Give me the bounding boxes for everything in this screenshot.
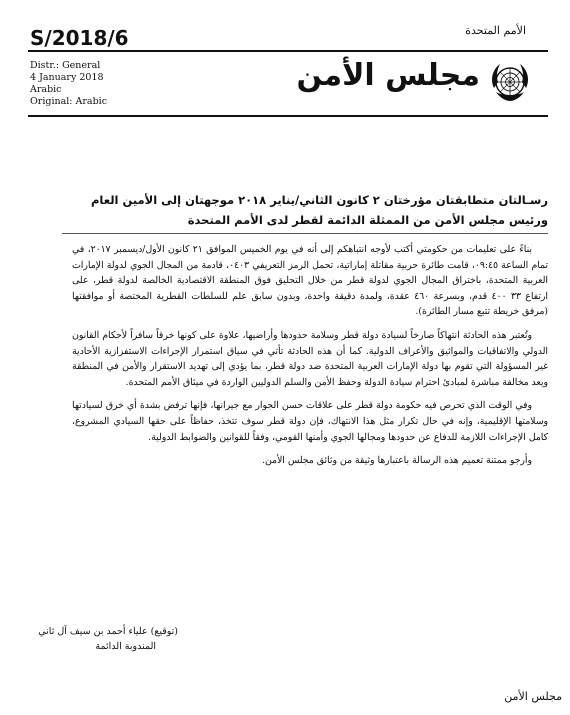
paragraph-1: بناءً على تعليمات من حكومتي أكتب لأوجه انتباهكم إلى أنه في يوم الخميس الموافق ٢١ كانون الأول/ديسمبر ٢٠١٧، في تمام الساعة ٠٩:٤٥، قامت طائرة حربية مقاتلة إماراتية، تحمل الرمز التعريفي ٠٤٠٣، قادمة من المجال الجوي لدولة الإمارات العربية المتحدة، باختراق المجال الجوي لدولة قطر من خلال التحليق فوق المنطقة الاقتصادية الخالصة لدولة قطر، على ارتفاع ٣٣ ٤٠٠ قدم، وبسرعة ٤٦٠ عقدة، ولمدة دقيقة واحدة، وبدون سابق علم للسلطات القطرية المختصة أو موافقتها (مرفق خريطة تتبع مسار الطائرة). — [72, 244, 549, 318]
document-page — [28, 12, 548, 682]
heading-line-2: ورئيس مجلس الأمن من الممثلة الدائمة لقطر لدى الأمم المتحدة — [187, 213, 548, 227]
security-council-title: مجلس الأمن — [296, 58, 480, 93]
heading-line-1: رسـالتان متطابقتان مؤرختان ٢ كانون الثاني/يناير ٢٠١٨ موجهتان إلى الأمين العام — [91, 193, 548, 207]
header-bottom-rule — [28, 115, 548, 117]
footer-label: مجلس الأمن — [504, 690, 562, 703]
un-emblem-icon — [486, 58, 534, 106]
paragraph-2: وتُعتبر هذه الحادثة انتهاكاً صارخاً لسيادة دولة قطر وسلامة حدودها وأراضيها، علاوة على كونها خرقاً سافراً لأحكام القانون الدولي والاتفاقيات والمواثيق والأعراف الدولية. كما أن هذه الحادثة تأتي في سياق استمرار الإجراءات الاستفزازية الأحادية غير المسؤولة التي تقوم بها دولة الإمارات العربية المتحدة ضد دولة قطر، بما يؤدي إلى تهديد الاستقرار والأمن في المنطقة ويعد مخالفة مباشرة لمبادئ احترام سيادة الدولة وحفظ الأمن والسلم الدوليين الواردة في ميثاق الأمم المتحدة. — [72, 329, 548, 388]
document-heading — [62, 190, 548, 230]
letter-body — [72, 242, 548, 477]
signature-name: (توقيع) علياء أحمد بن سيف آل ثاني — [38, 626, 178, 637]
original-language-text: Original: Arabic — [30, 96, 108, 107]
header-rule — [28, 50, 548, 52]
distribution-block — [30, 60, 107, 108]
language-text: Arabic — [30, 84, 62, 95]
heading-rule — [62, 233, 548, 234]
organization-name: الأمم المتحدة — [465, 24, 526, 37]
paragraph-3: وفي الوقت الذي تحرص فيه حكومة دولة قطر على علاقات حسن الجوار مع جيرانها، فإنها ترفض بشدة أي خرق لسيادتها وسلامتها الإقليمية، وإنه في حال تكرار مثل هذا الانتهاك، فإن دولة قطر سوف تتخذ، حفاظاً على حقها السيادي المشروع، كامل الإجراءات اللازمة للدفاع عن حدودها ومجالها الجوي وأمنها القومي، وفقاً للقوانين والضوابط الدولية. — [72, 400, 548, 443]
document-symbol: S/2018/6 — [30, 26, 129, 50]
paragraph-4: وأرجو ممتنة تعميم هذه الرسالة باعتبارها وثيقة من وثائق مجلس الأمن. — [261, 455, 532, 467]
distribution-text: Distr.: General — [30, 60, 101, 71]
date-text: 4 January 2018 — [30, 72, 104, 83]
signature-block — [38, 624, 178, 654]
signature-role: المندوبة الدائمة — [95, 641, 156, 652]
